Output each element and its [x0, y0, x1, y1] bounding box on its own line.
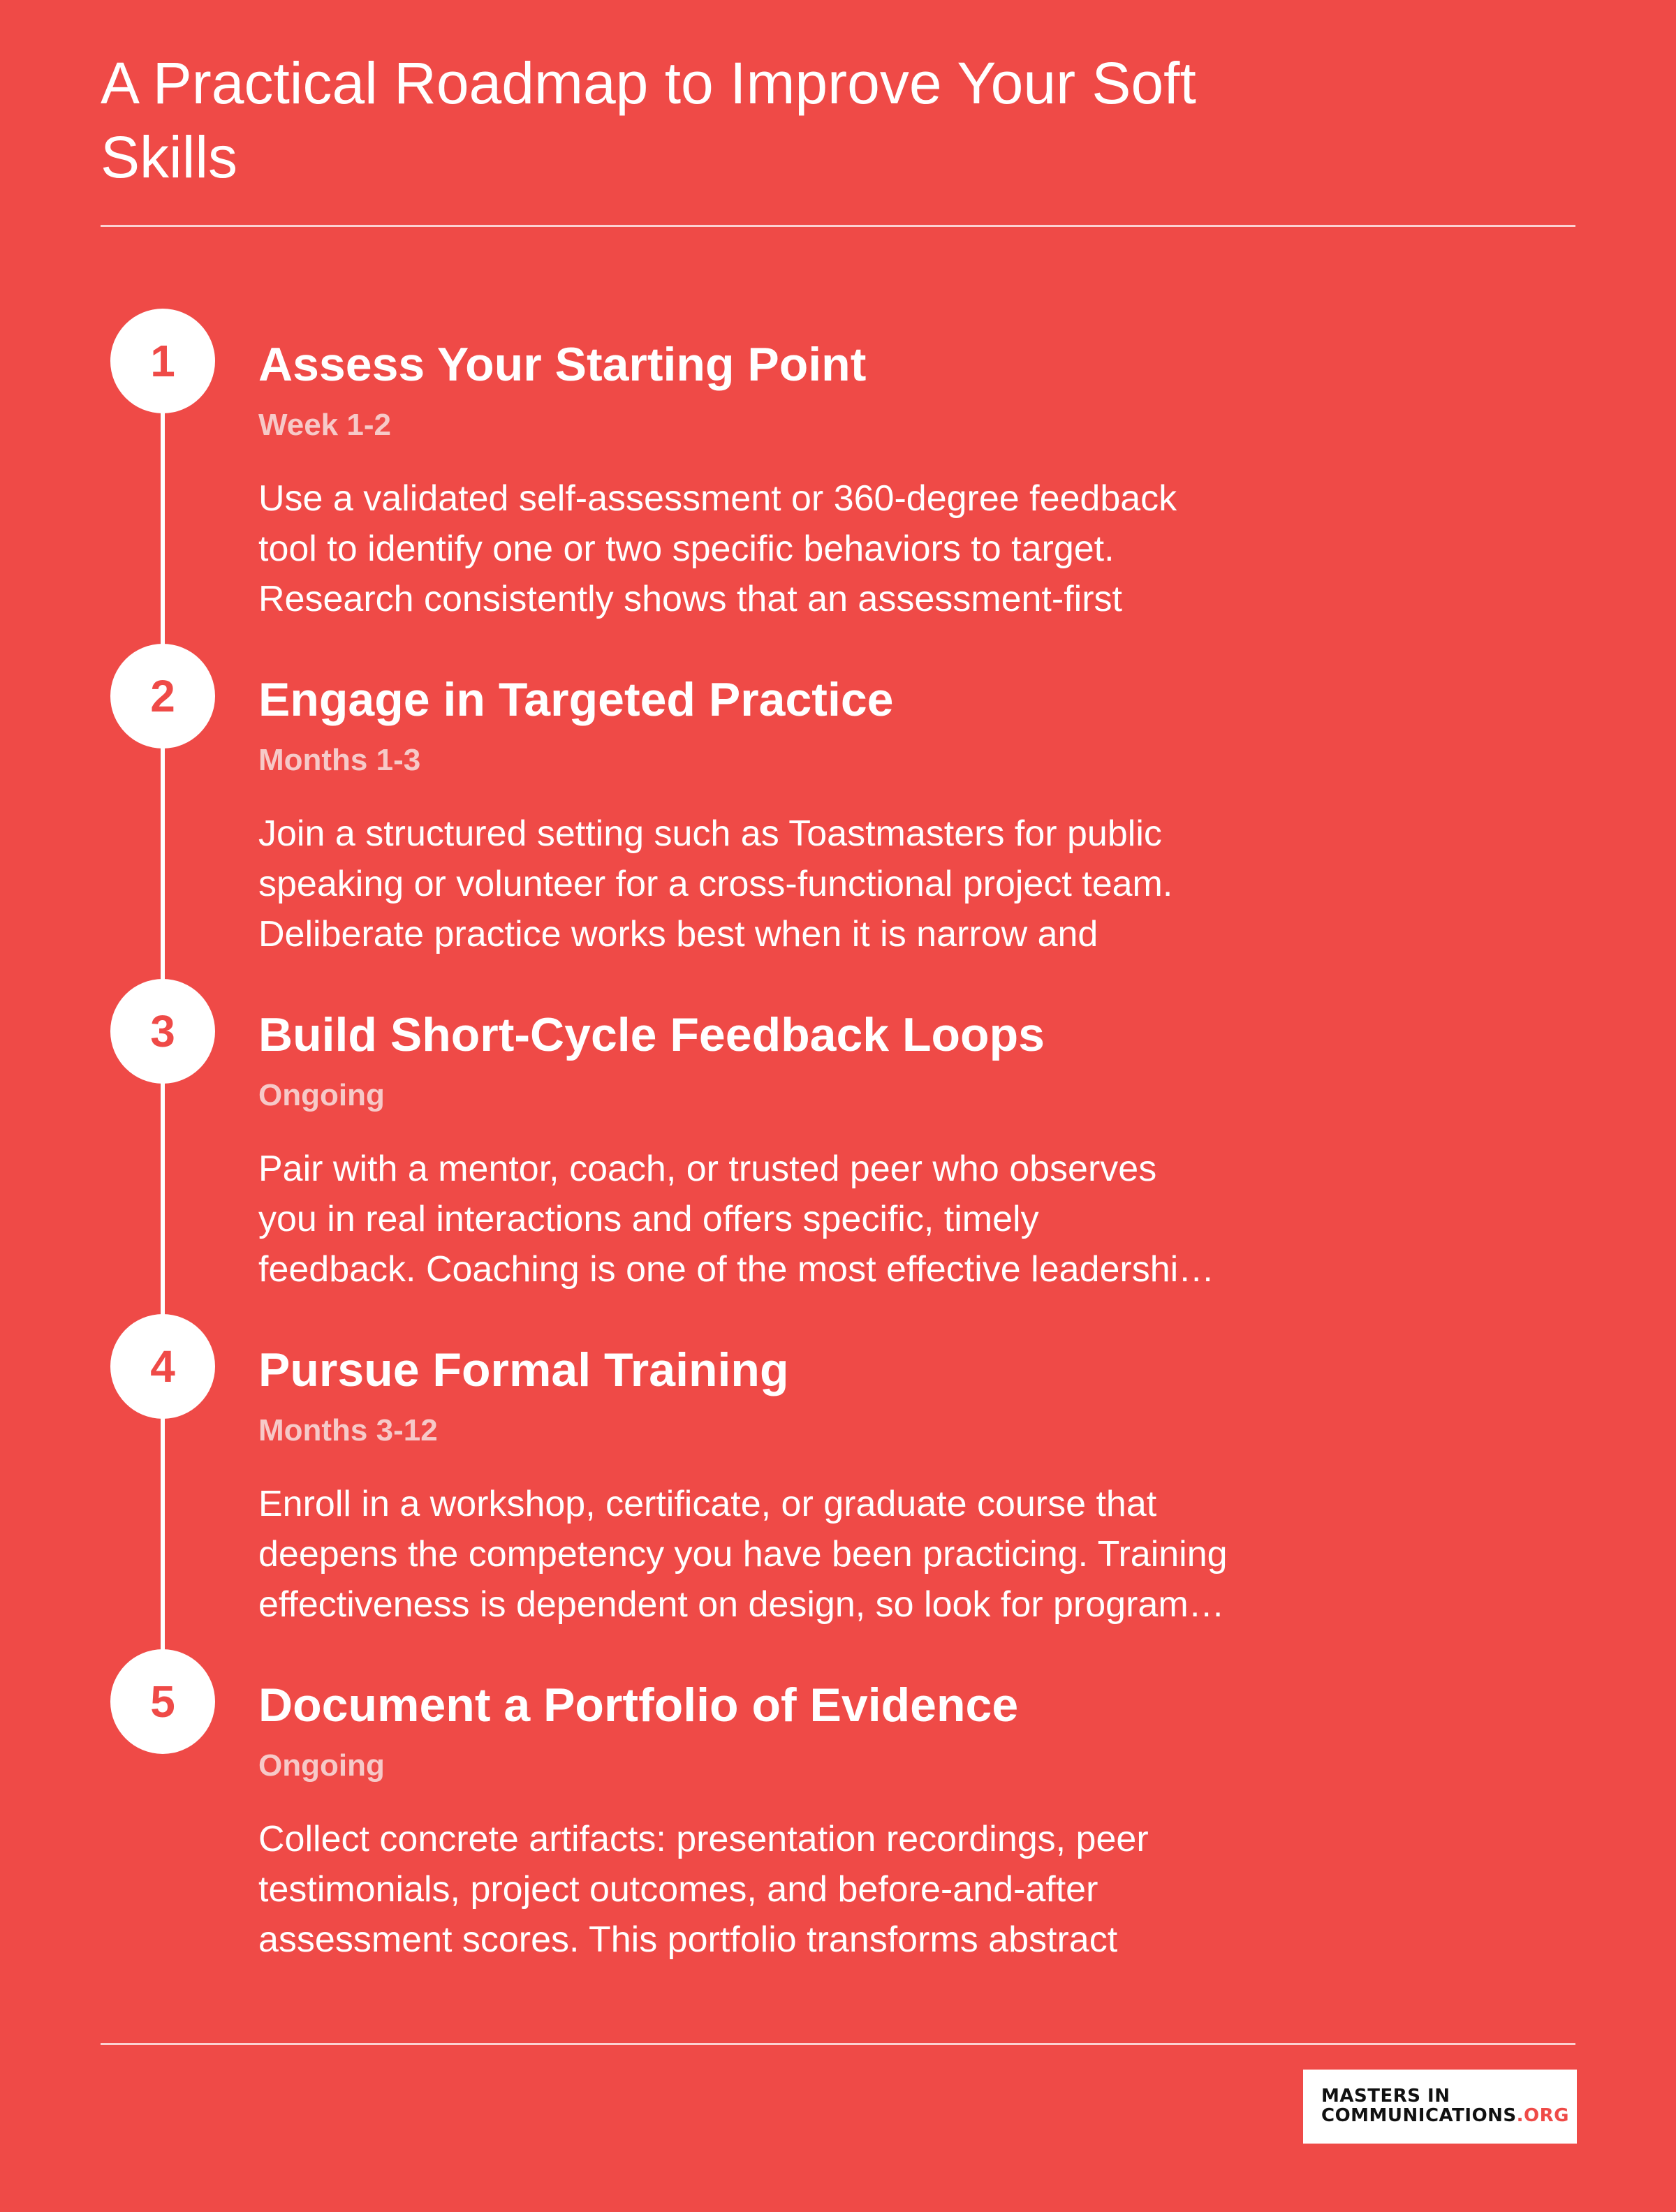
step-description [258, 473, 1334, 624]
step-number-badge: 3 [110, 979, 215, 1084]
step-timeframe: Months 1-3 [258, 743, 421, 777]
step-title: Pursue Formal Training [258, 1343, 789, 1396]
step-timeframe: Months 3-12 [258, 1413, 438, 1447]
description-line: Use a validated self-assessment or 360-degree feedback [258, 478, 1177, 519]
step-description [258, 1479, 1334, 1630]
description-line: effectiveness is dependent on design, so look for program… [258, 1584, 1225, 1625]
step-number-badge: 4 [110, 1314, 215, 1419]
top-divider [101, 225, 1575, 227]
step-number-badge: 1 [110, 309, 215, 413]
description-line: Enroll in a workshop, certificate, or graduate course that [258, 1484, 1157, 1524]
bottom-divider [101, 2043, 1575, 2045]
description-line: you in real interactions and offers specific, timely [258, 1199, 1039, 1239]
step-title: Assess Your Starting Point [258, 338, 867, 391]
roadmap-step [0, 644, 1676, 954]
title-line: Skills [101, 124, 238, 190]
description-line: Deliberate practice works best when it is narrow and [258, 914, 1098, 954]
logo-text-line: MASTERS IN [1321, 2086, 1450, 2107]
description-line: testimonials, project outcomes, and before-and-after [258, 1869, 1098, 1910]
brand-logo [1303, 2070, 1577, 2144]
logo-suffix-text: .ORG [1516, 2105, 1570, 2126]
step-title: Build Short-Cycle Feedback Loops [258, 1008, 1045, 1061]
step-timeframe: Week 1-2 [258, 408, 391, 442]
roadmap-step [0, 1649, 1676, 1960]
step-title: Engage in Targeted Practice [258, 673, 894, 726]
page-title [101, 46, 1288, 194]
description-line: Pair with a mentor, coach, or trusted peer who observes [258, 1149, 1157, 1189]
description-line: feedback. Coaching is one of the most effective leadershi… [258, 1249, 1215, 1290]
step-description [258, 809, 1334, 959]
step-number-badge: 5 [110, 1649, 215, 1754]
description-line: deepens the competency you have been practicing. Training [258, 1534, 1228, 1575]
description-line: Join a structured setting such as Toastmasters for public [258, 813, 1162, 854]
step-timeframe: Ongoing [258, 1748, 385, 1783]
title-line: A Practical Roadmap to Improve Your Soft [101, 50, 1196, 116]
description-line: Research consistently shows that an assessment-first [258, 579, 1122, 619]
description-line: Collect concrete artifacts: presentation recordings, peer [258, 1819, 1149, 1859]
step-description [258, 1814, 1334, 1965]
roadmap-step [0, 1314, 1676, 1625]
roadmap-step [0, 979, 1676, 1290]
logo-main-text: COMMUNICATIONS [1321, 2105, 1517, 2126]
step-timeframe: Ongoing [258, 1078, 385, 1112]
description-line: assessment scores. This portfolio transforms abstract [258, 1919, 1118, 1960]
logo-text-line [1321, 2106, 1569, 2125]
description-line: speaking or volunteer for a cross-functional project team. [258, 864, 1173, 904]
step-title: Document a Portfolio of Evidence [258, 1679, 1019, 1732]
step-description [258, 1144, 1334, 1295]
step-number-badge: 2 [110, 644, 215, 749]
description-line: tool to identify one or two specific behaviors to target. [258, 529, 1115, 569]
roadmap-step [0, 309, 1676, 619]
